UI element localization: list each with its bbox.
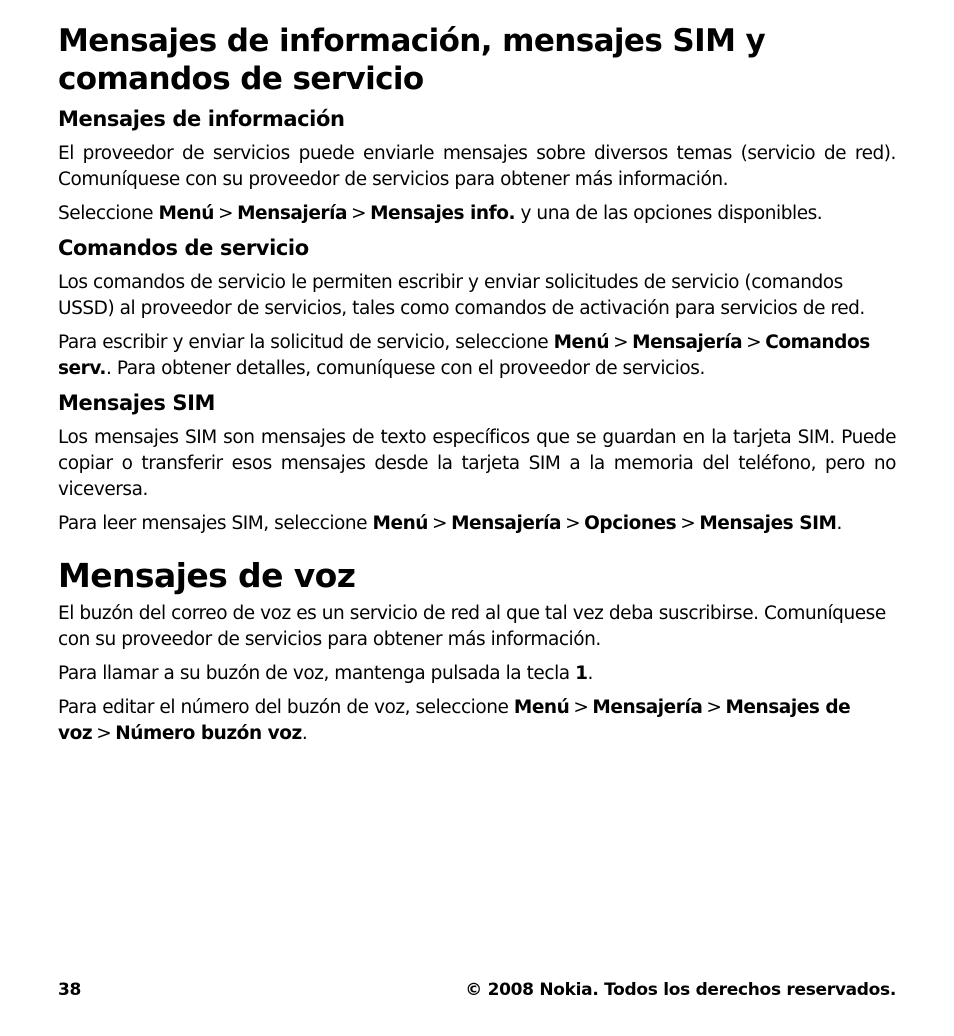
section-title-info-sim-service: Mensajes de información, mensajes SIM y comandos de servicio xyxy=(58,23,766,97)
copyright-notice: © 2008 Nokia. Todos los derechos reservados. xyxy=(465,980,896,1000)
path-separator: > xyxy=(432,513,448,534)
menu-path-item: Mensajería xyxy=(592,697,703,718)
paragraph-service-instructions: Para escribir y enviar la solicitud de servicio, seleccione Menú > Mensajería > Comandos serv.. Para obtener detalles, comuníquese con el proveedor de servicios. xyxy=(58,332,870,379)
path-separator: > xyxy=(351,203,367,224)
page-content xyxy=(58,22,896,755)
paragraph-voice-call: Para llamar a su buzón de voz, mantenga pulsada la tecla 1. xyxy=(58,663,593,684)
path-separator: > xyxy=(218,203,234,224)
heading-service-commands: Comandos de servicio xyxy=(58,236,309,260)
menu-path-item: Mensajes SIM xyxy=(699,513,837,534)
paragraph-info-intro: El proveedor de servicios puede enviarle mensajes sobre diversos temas (servicio de red). Comuníquese con su proveedor de servicios para obtener más información. xyxy=(58,143,896,190)
menu-path-item: Menú xyxy=(513,697,570,718)
path-separator: > xyxy=(706,697,722,718)
heading-sim-messages: Mensajes SIM xyxy=(58,391,216,415)
menu-path-item: Mensajería xyxy=(632,332,743,353)
heading-info-messages: Mensajes de información xyxy=(58,107,345,131)
path-separator: > xyxy=(96,723,112,744)
path-separator: > xyxy=(680,513,696,534)
paragraph-info-instructions: Seleccione Menú > Mensajería > Mensajes info. y una de las opciones disponibles. xyxy=(58,203,823,224)
menu-path-item: Número buzón voz xyxy=(115,723,302,744)
menu-path-item: Mensajes de voz xyxy=(58,697,851,744)
path-separator: > xyxy=(573,697,589,718)
page-number: 38 xyxy=(58,980,82,1000)
section-title-voice-messages: Mensajes de voz xyxy=(58,556,356,595)
menu-path-item: Mensajería xyxy=(237,203,348,224)
menu-path-item: Menú xyxy=(158,203,214,224)
paragraph-voice-edit: Para editar el número del buzón de voz, seleccione Menú > Mensajería > Mensajes de voz > Número buzón voz. xyxy=(58,697,851,744)
path-separator: > xyxy=(746,332,762,353)
menu-path-item: Menú xyxy=(372,513,429,534)
key-label: 1 xyxy=(575,663,588,684)
menu-path-item: Comandos serv. xyxy=(58,332,870,379)
menu-path-item: Opciones xyxy=(584,513,677,534)
paragraph-sim-instructions: Para leer mensajes SIM, seleccione Menú > Mensajería > Opciones > Mensajes SIM. xyxy=(58,513,842,534)
paragraph-sim-intro: Los mensajes SIM son mensajes de texto específicos que se guardan en la tarjeta SIM. Puede copiar o transferir esos mensajes desde la tarjeta SIM a la memoria del teléfono, pero no viceversa. xyxy=(58,427,896,500)
path-separator: > xyxy=(613,332,629,353)
menu-path-item: Mensajes info. xyxy=(370,203,516,224)
paragraph-voice-intro: El buzón del correo de voz es un servicio de red al que tal vez deba suscribirse. Comuníquese con su proveedor de servicios para obtener más información. xyxy=(58,603,886,650)
menu-path-item: Mensajería xyxy=(451,513,562,534)
paragraph-service-intro: Los comandos de servicio le permiten escribir y enviar solicitudes de servicio (comandos USSD) al proveedor de servicios, tales como comandos de activación para servicios de red. xyxy=(58,272,865,319)
path-separator: > xyxy=(565,513,581,534)
menu-path-item: Menú xyxy=(553,332,610,353)
page-footer xyxy=(58,978,896,1002)
